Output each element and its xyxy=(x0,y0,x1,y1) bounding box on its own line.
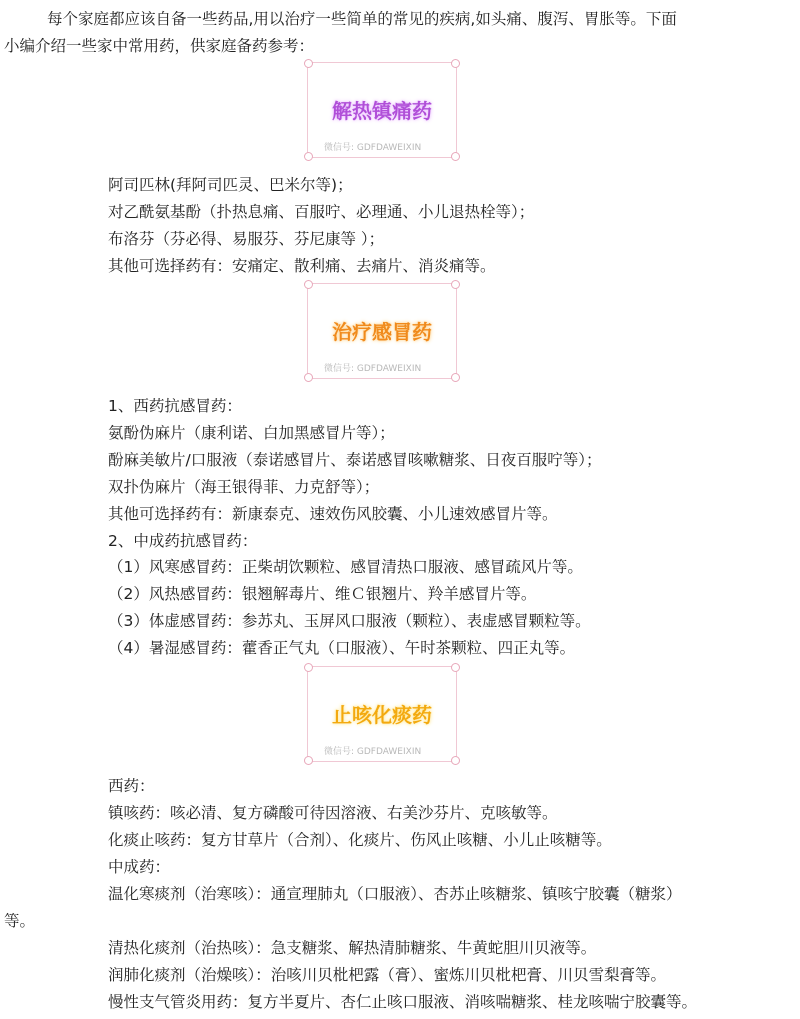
wechat-watermark: 微信号: GDFDAWEIXIN xyxy=(324,364,422,374)
section-badge-antipyretic xyxy=(307,62,457,158)
section-title: 治疗感冒药 xyxy=(332,320,432,344)
list-item: （1）风寒感冒药：正柴胡饮颗粒、感冒清热口服液、感冒疏风片等。 xyxy=(108,558,583,576)
list-item: 清热化痰剂（治热咳）：急支糖浆、解热清肺糖浆、牛黄蛇胆川贝液等。 xyxy=(108,939,597,957)
list-item: 化痰止咳药：复方甘草片（合剂）、化痰片、伤风止咳糖、小儿止咳糖等。 xyxy=(108,831,612,849)
section-title: 解热镇痛药 xyxy=(332,99,432,123)
list-item: 其他可选择药有：安痛定、散利痛、去痛片、消炎痛等。 xyxy=(108,257,496,275)
list-item: （2）风热感冒药：银翘解毒片、维Ｃ银翘片、羚羊感冒片等。 xyxy=(108,585,537,603)
section-title: 止咳化痰药 xyxy=(332,703,432,727)
list-item: 酚麻美敏片/口服液（泰诺感冒片、泰诺感冒咳嗽糖浆、日夜百服咛等）； xyxy=(108,451,602,469)
list-item: 1、西药抗感冒药： xyxy=(108,397,242,415)
section-badge-cough-medicine xyxy=(307,666,457,762)
list-item: 其他可选择药有：新康泰克、速效伤风胶囊、小儿速效感冒片等。 xyxy=(108,505,558,523)
list-item: （4）暑湿感冒药：藿香正气丸（口服液）、午时茶颗粒、四正丸等。 xyxy=(108,639,576,657)
list-item: 温化寒痰剂（治寒咳）：通宣理肺丸（口服液）、杏苏止咳糖浆、镇咳宁胶囊（糖浆） xyxy=(108,885,682,903)
list-item: 双扑伪麻片（海王银得菲、力克舒等）； xyxy=(108,478,380,496)
list-item: 等。 xyxy=(4,912,36,930)
list-item: 阿司匹林(拜阿司匹灵、巴米尔等)； xyxy=(108,176,353,194)
list-item: 中成药： xyxy=(108,858,171,876)
list-item: 对乙酰氨基酚（扑热息痛、百服咛、必理通、小儿退热栓等）； xyxy=(108,203,535,221)
list-item: （3）体虚感冒药：参苏丸、玉屏风口服液（颗粒）、表虚感冒颗粒等。 xyxy=(108,612,591,630)
list-item: 镇咳药：咳必清、复方磷酸可待因溶液、右美沙芬片、克咳敏等。 xyxy=(108,804,558,822)
list-item: 润肺化痰剂（治燥咳）：治咳川贝枇杷露（膏）、蜜炼川贝枇杷膏、川贝雪梨膏等。 xyxy=(108,966,667,984)
intro-paragraph-line-2: 小编介绍一些家中常用药，供家庭备药参考： xyxy=(4,37,315,55)
list-item: 布洛芬（芬必得、易服芬、芬尼康等 ）； xyxy=(108,230,385,248)
list-item: 2、中成药抗感冒药： xyxy=(108,532,258,550)
wechat-watermark: 微信号: GDFDAWEIXIN xyxy=(324,143,422,153)
list-item: 氨酚伪麻片（康利诺、白加黑感冒片等）； xyxy=(108,424,395,442)
section-badge-cold-medicine xyxy=(307,283,457,379)
list-item: 西药： xyxy=(108,777,155,795)
wechat-watermark: 微信号: GDFDAWEIXIN xyxy=(324,747,422,757)
list-item: 慢性支气管炎用药：复方半夏片、杏仁止咳口服液、消咳喘糖浆、桂龙咳喘宁胶囊等。 xyxy=(108,993,698,1011)
intro-paragraph-line-1: 每个家庭都应该自备一些药品,用以治疗一些简单的常见的疾病,如头痛、腹泻、胃胀等。下面 xyxy=(47,10,677,28)
